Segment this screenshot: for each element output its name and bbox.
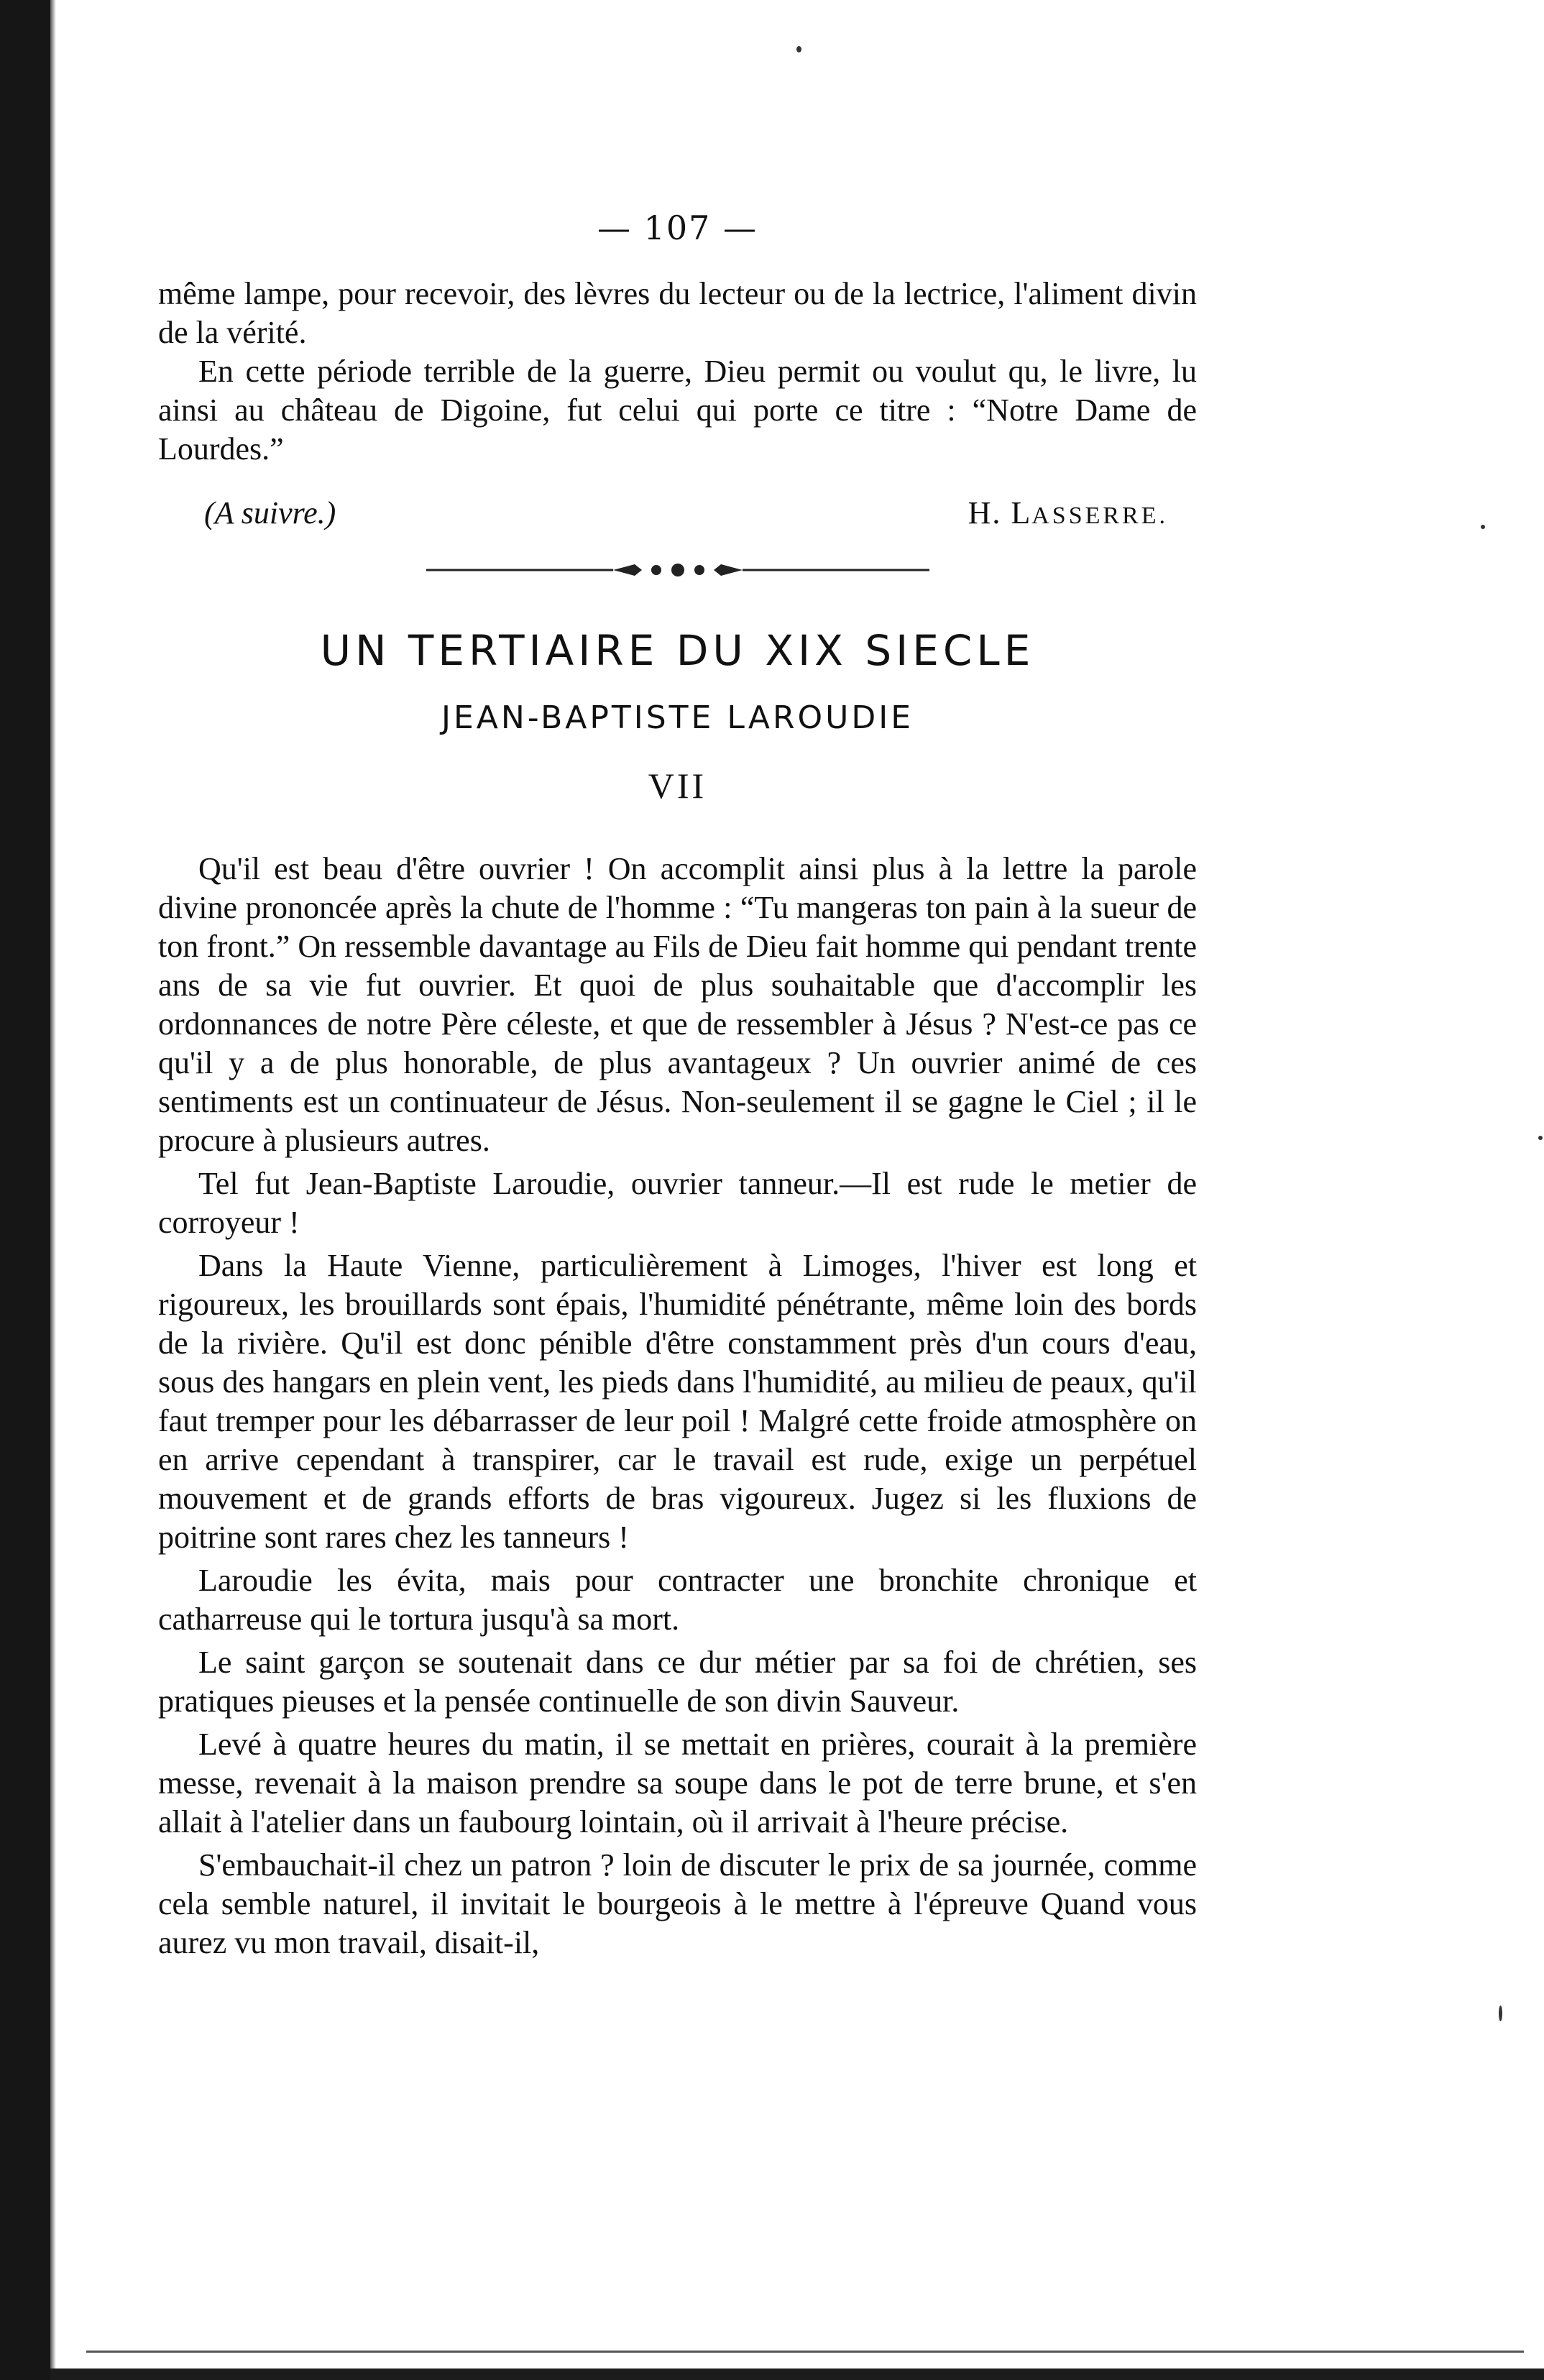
paragraph: Le saint garçon se soutenait dans ce dur métier par sa foi de chrétien, ses pratiques pieuses et la pensée continuelle de son divin Sauveur. [158,1645,1197,1719]
paragraph: Tel fut Jean-Baptiste Laroudie, ouvrier tanneur.—Il est rude le metier de corroyeur ! [158,1166,1197,1240]
paragraph: même lampe, pour recevoir, des lèvres du lecteur ou de la lectrice, l'aliment divin de la vérité. [158,276,1197,350]
article-body [158,850,1197,1962]
scan-rule-bottom [86,2351,1524,2353]
paragraph: Laroudie les évita, mais pour contracter une bronchite chronique et catharreuse qui le tortura jusqu'à sa mort. [158,1563,1197,1637]
paragraph: En cette période terrible de la guerre, Dieu permit ou voulut qu, le livre, lu ainsi au château de Digoine, fut celui qui porte ce titre : “Notre Dame de Lourdes.” [158,354,1197,467]
scan-speck [1499,2005,1502,2021]
paragraph: Levé à quatre heures du matin, il se mettait en prières, courait à la première messe, revenait à la maison prendre sa soupe dans le pot de terre brune, et s'en allait à l'atelier dans un faubourg lointain, où il arrivait à l'heure précise. [158,1727,1197,1839]
scan-speck [1538,1136,1543,1140]
paragraph: S'embauchait-il chez un patron ? loin de discuter le prix de sa journée, comme cela semble naturel, il invitait le bourgeois à le mettre à l'épreuve Quand vous aurez vu mon travail, disait-il, [158,1847,1197,1960]
article [158,626,1197,1962]
author-surname: ASSERRE. [1031,502,1168,529]
ornamental-divider-icon [426,557,929,583]
author-signature [968,495,1197,531]
page-number: — 107 — [597,208,758,247]
paragraph: Qu'il est beau d'être ouvrier ! On accomplit ainsi plus à la lettre la parole divine prononcée après la chute de l'homme : “Tu mangeras ton pain à la sueur de ton front.” On ressemble davantage au Fils de Dieu fait homme qui pendant trente ans de sa vie fut ouvrier. Et quoi de plus souhaitable que d'accomplir les ordonnances de notre Père céleste, et que de ressembler à Jésus ? N'est-ce pas ce qu'il y a de plus honorable, de plus avantageux ? Un ouvrier animé de ces sentiments est un continuateur de Jésus. Non-seulement il se gagne le Ciel ; il le procure à plusieurs autres. [158,851,1197,1158]
scan-border-left [0,0,50,2380]
scan-speck [1481,525,1485,529]
scan-border-left-edge [50,0,56,2380]
continued-article [158,275,1197,531]
document-page [158,208,1197,1962]
scan-speck [796,46,801,52]
paragraph: Dans la Haute Vienne, particulièrement à Limoges, l'hiver est long et rigoureux, les brouillards sont épais, l'humidité pénétrante, même loin des bords de la rivière. Qu'il est donc pénible d'être constamment près d'un cours d'eau, sous des hangars en plein vent, les pieds dans l'humidité, au milieu de peaux, qu'il faut tremper pour les débarrasser de leur poil ! Malgré cette froide atmosphère on en arrive cependant à transpirer, car le travail est rude, exige un perpétuel mouvement et de grands efforts de bras vigoureux. Jugez si les fluxions de poitrine sont rares chez les tanneurs ! [158,1248,1197,1555]
article-title: UN TERTIAIRE DU XIX SIECLE [320,626,1035,675]
signature-row [158,495,1197,531]
author-initial: H. L [968,495,1032,530]
continue-note: (A suivre.) [204,495,336,530]
scan-border-bottom [50,2368,1544,2380]
chapter-number: VII [648,766,707,806]
article-subtitle: JEAN-BAPTISTE LAROUDIE [441,699,914,736]
